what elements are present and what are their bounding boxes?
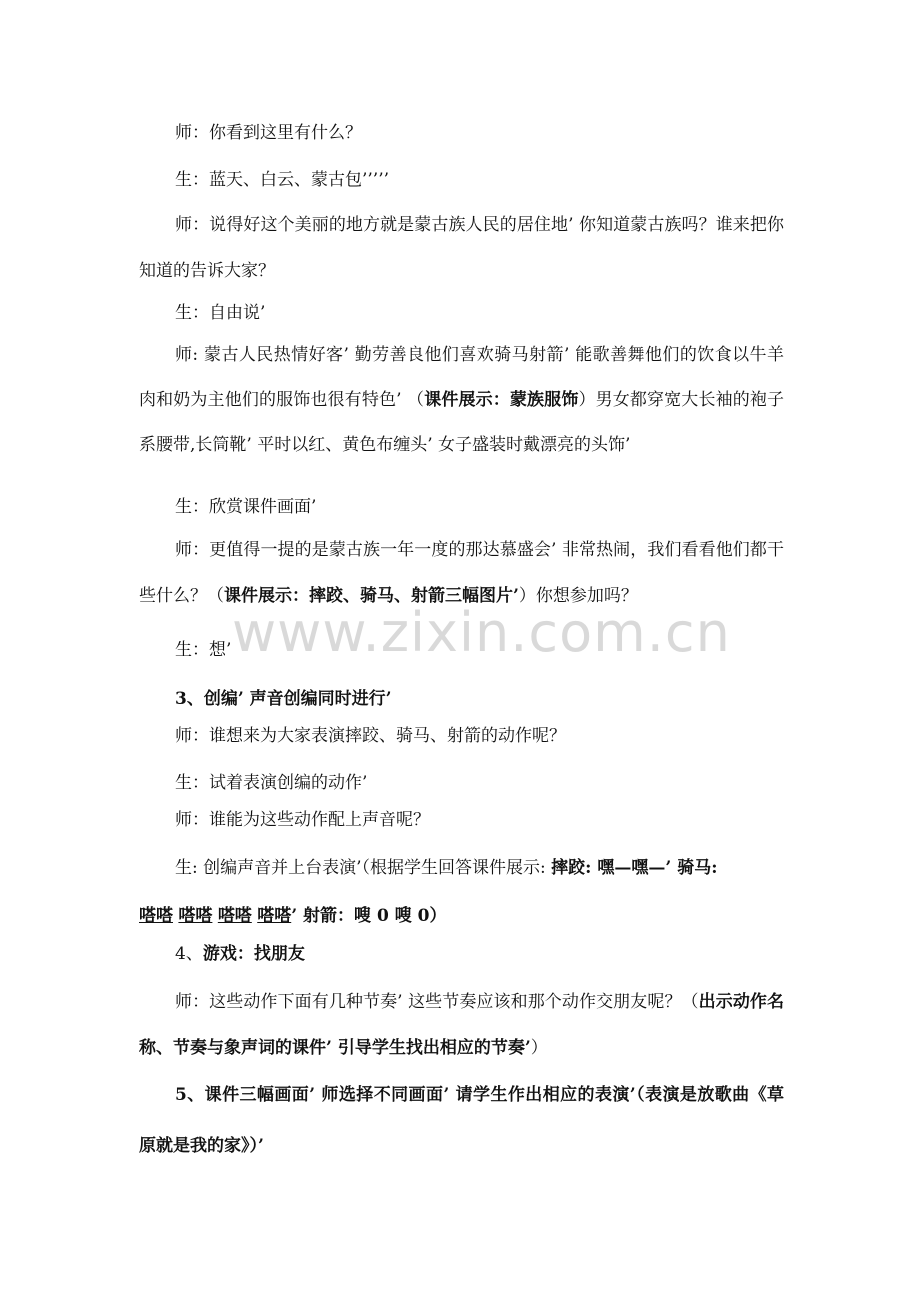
- sound-word: 嗒嗒: [178, 906, 213, 926]
- courseware-note: 课件展示：摔跤、骑马、射箭三幅图片’: [224, 586, 519, 606]
- line-text: 师: 蒙古人民热情好客’ 勤劳善良他们喜欢骑马射箭’ 能歌善舞他们的饮食以牛羊肉和奶为主他们的服饰也很有特色’ （: [139, 345, 784, 410]
- courseware-note: 出示动作名称、节奏与象声词的课件’ 引导学生找出相应的节奏’: [139, 992, 785, 1058]
- line-text: 生：欣赏课件画面’: [175, 497, 317, 517]
- section-paragraph: [139, 1070, 784, 1172]
- line-text: 师：说得好这个美丽的地方就是蒙古族人民的居住地’ 你知道蒙古族吗？谁来把你知道的告诉大家？: [139, 215, 784, 281]
- site-watermark: www.zixin.com.cn: [232, 601, 731, 664]
- line-text: 师：你看到这里有什么？: [175, 123, 362, 143]
- line-text: 生：想’: [175, 640, 232, 660]
- sound-word: 嗒嗒: [139, 906, 173, 926]
- line-text: 师：这些动作下面有几种节奏’ 这些节奏应该和那个动作交朋友呢？（: [175, 992, 699, 1012]
- heading-text: 5、课件三幅画面’ 师选择不同画面’ 请学生作出相应的表演’（表演是放歌曲《草原就是我的家》）’: [139, 1085, 784, 1156]
- line-text: ）你想参加吗？: [518, 586, 638, 606]
- section-heading: [139, 939, 784, 964]
- dialogue-line: [139, 118, 784, 143]
- courseware-note: 摔跤: 嘿—嘿—’ 骑马:: [551, 858, 718, 878]
- courseware-note: ’ 射箭：嗖 0 嗖 0）: [291, 906, 447, 926]
- line-text: 生：自由说’: [175, 303, 266, 323]
- sound-word: 嗒嗒: [257, 906, 292, 926]
- sound-line: [139, 901, 784, 926]
- dialogue-line: [139, 492, 784, 517]
- line-text: ）男女都穿宽大长袖的袍子系腰带,长筒靴’ 平时以红、黄色布缠头’ 女子盛装时戴漂亮的头饰’: [139, 390, 785, 455]
- heading-text: 游戏：找朋友: [202, 944, 305, 964]
- line-text: 师：谁能为这些动作配上声音呢？: [175, 810, 430, 830]
- section-heading: [139, 684, 784, 709]
- line-text: 生：蓝天、白云、蒙古包’’’’’: [175, 170, 390, 190]
- dialogue-paragraph: [139, 333, 784, 468]
- dialogue-line: [139, 165, 784, 190]
- sound-word: 嗒嗒: [217, 906, 252, 926]
- heading-text: 3、创编’ 声音创编同时进行’: [175, 689, 392, 709]
- dialogue-paragraph: [139, 979, 784, 1071]
- dialogue-paragraph: [139, 202, 784, 294]
- dialogue-line: [139, 853, 784, 878]
- dialogue-line: [139, 768, 784, 793]
- line-text: ）: [530, 1038, 548, 1058]
- line-text: 师：谁想来为大家表演摔跤、骑马、射箭的动作呢？: [175, 726, 566, 746]
- heading-number: 4、: [175, 944, 203, 964]
- line-text: 生：试着表演创编的动作’: [175, 773, 368, 793]
- dialogue-line: [139, 298, 784, 323]
- line-text: 师：更值得一提的是蒙古族一年一度的那达慕盛会’ 非常热闹，我们看看他们都干些什么？（: [139, 540, 784, 606]
- courseware-note: 课件展示：蒙族服饰: [424, 390, 579, 410]
- line-text: 生: 创编声音并上台表演’（根据学生回答课件展示:: [175, 858, 552, 878]
- dialogue-line: [139, 805, 784, 830]
- dialogue-line: [139, 721, 784, 746]
